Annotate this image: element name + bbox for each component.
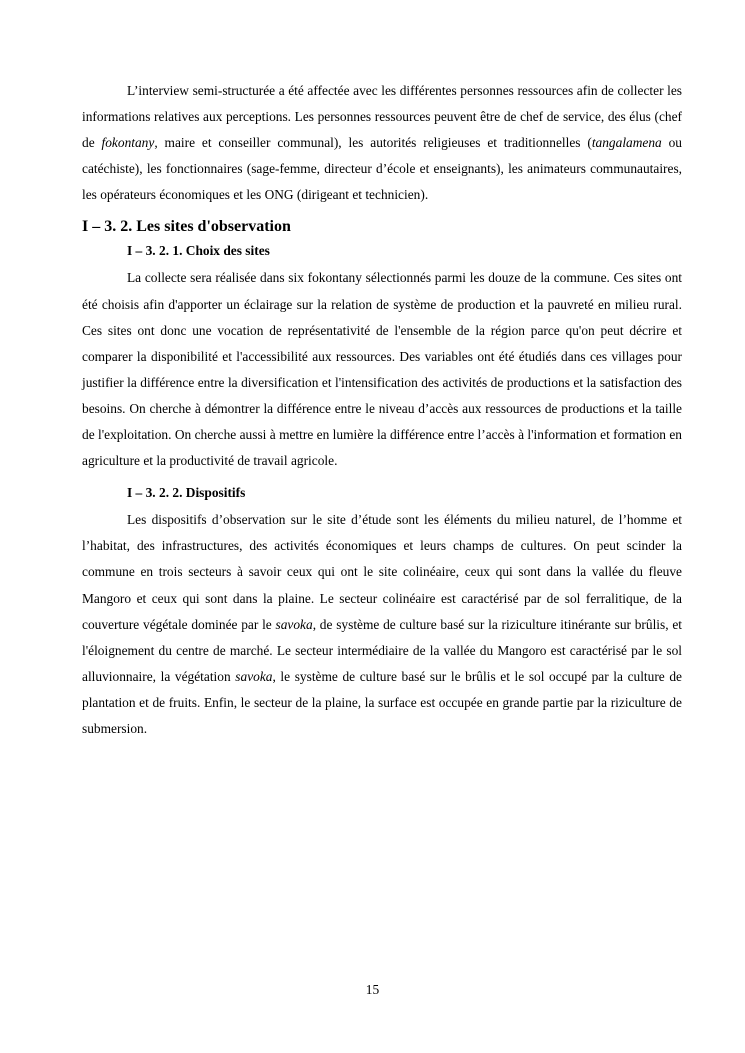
document-page [82,78,682,742]
paragraph-dispositifs-text-2: , de système de culture basé sur la riziculture itinérante sur brûlis, et l'éloignement du centre de marché. Le secteur intermédiaire de la vallée du Mangoro est caractérisé par le sol alluvionnaire, la végétation [82,616,682,684]
paragraph-interview-text-1: L’interview semi-structurée a été affectée avec les différentes personnes ressources afin de collecter les informations relatives aux perceptions. Les personnes ressources peuvent être de chef de service, des élus (chef de [82,83,682,151]
paragraph-interview [82,78,682,208]
subsection-heading-dispositifs: I – 3. 2. 2. Dispositifs [127,485,246,501]
paragraph-dispositifs-text-3: , le système de culture basé sur le brûlis et le sol occupé par la culture de plantation et de fruits. Enfin, le secteur de la plaine, la surface est occupée en grande partie par la riziculture de submersion. [82,668,682,736]
paragraph-choix-des-sites: La collecte sera réalisée dans six fokontany sélectionnés parmi les douze de la commune. Ces sites ont été choisis afin d'apporter un éclairage sur la relation de système de production et la pauvreté en milieu rural. Ces sites ont donc une vocation de représentativité de l'ensemble de la région parce qu'on peut décrire et comparer la disponibilité et l'accessibilité aux ressources. Des variables ont été étudiés dans ces villages pour justifier la différence entre la diversification et l'intensification des activités de productions et la satisfaction des besoins. On cherche à démontrer la différence entre le niveau d’accès aux ressources de productions et la taille de l'exploitation. On cherche aussi à mettre en lumière la différence entre l’accès à l'information et formation en agriculture et la productivité de travail agricole. [82,270,682,469]
page-number: 15 [365,982,380,997]
term-savoka-1: savoka [275,616,313,632]
paragraph-interview-text-2: , maire et conseiller communal), les autorités religieuses et traditionnelles ( [154,135,592,151]
term-savoka-2: savoka [235,668,273,684]
term-tangalamena: tangalamena [591,135,662,151]
paragraph-dispositifs-text-1: Les dispositifs d’observation sur le site d’étude sont les éléments du milieu naturel, de l’homme et l’habitat, des infrastructures, des activités économiques et leurs champs de cultures. On peut scinder la commune en trois secteurs à savoir ceux qui ont le site colinéaire, ceux qui sont dans la vallée du fleuve Mangoro et ceux qui sont dans la plaine. Le secteur colinéaire est caractérisé par de sol ferralitique, de la couverture végétale dominée par le [82,512,682,632]
section-heading-sites: I – 3. 2. Les sites d'observation [82,218,291,236]
paragraph-interview-text-3: ou catéchiste), les fonctionnaires (sage-femme, directeur d’école et enseignants), les animateurs communautaires, les opérateurs économiques et les ONG (dirigeant et technicien). [82,135,682,203]
term-fokontany: fokontany [101,135,155,151]
paragraph-dispositifs [82,507,682,742]
subsection-heading-choix: I – 3. 2. 1. Choix des sites [127,243,270,259]
